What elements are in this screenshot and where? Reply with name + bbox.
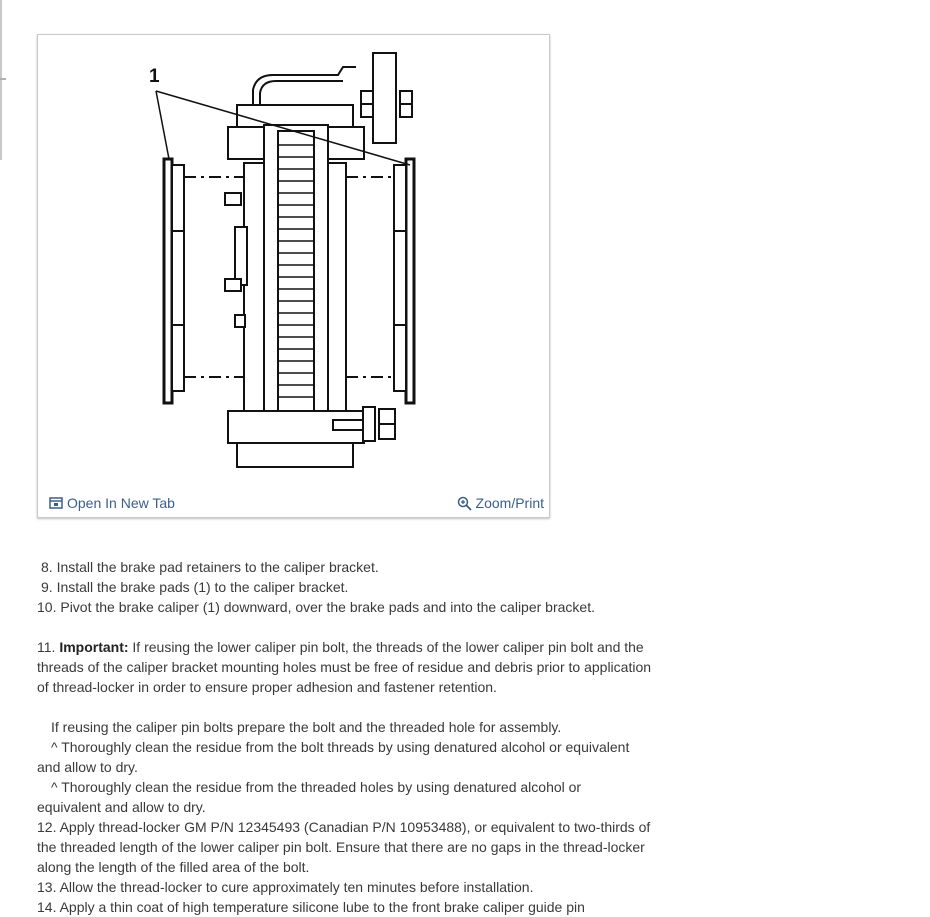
procedure-text bbox=[37, 557, 662, 917]
open-new-tab-icon bbox=[49, 497, 63, 509]
zoom-print-link[interactable] bbox=[457, 495, 544, 511]
step-13: 13. Allow the thread-locker to cure approximately ten minutes before installation. bbox=[37, 879, 534, 895]
important-label: Important: bbox=[59, 639, 129, 655]
step-8: 8. Install the brake pad retainers to the caliper bracket. bbox=[41, 559, 379, 575]
zoom-print-label: Zoom/Print bbox=[475, 495, 544, 511]
left-edge-tick bbox=[0, 78, 6, 80]
bullet-2-cont: equivalent and allow to dry. bbox=[37, 799, 206, 815]
bullet-1: ^ Thoroughly clean the residue from the bolt threads by using denatured alcohol or equivalent bbox=[51, 739, 630, 755]
spacer bbox=[37, 697, 662, 717]
step-11-number: 11. bbox=[37, 639, 60, 655]
step-11 bbox=[37, 637, 662, 697]
zoom-in-icon bbox=[457, 496, 472, 511]
brake-caliper-diagram bbox=[38, 35, 551, 495]
step-9: 9. Install the brake pads (1) to the caliper bracket. bbox=[41, 579, 349, 595]
bullet-2: ^ Thoroughly clean the residue from the threaded holes by using denatured alcohol or bbox=[51, 779, 582, 795]
step-10: 10. Pivot the brake caliper (1) downward, over the brake pads and into the caliper bracket. bbox=[37, 599, 595, 615]
spacer bbox=[37, 617, 662, 637]
step-14: 14. Apply a thin coat of high temperature silicone lube to the front brake caliper guide pin bbox=[37, 899, 585, 915]
open-in-new-tab-label: Open In New Tab bbox=[67, 495, 175, 511]
step-12: 12. Apply thread-locker GM P/N 12345493 (Canadian P/N 10953488), or equivalent to two-thirds of the threaded length of the lower caliper pin bolt. Ensure that there are no gaps in the thread-locker along the length of the filled area of the bolt. bbox=[37, 819, 651, 875]
open-in-new-tab-link[interactable] bbox=[49, 495, 175, 511]
callout-number-1: 1 bbox=[149, 66, 160, 87]
step-11-text: If reusing the lower caliper pin bolt, the threads of the lower caliper pin bolt and the threads of the caliper bracket mounting holes must be free of residue and debris prior to application of thread-locker in order to ensure proper adhesion and fastener retention. bbox=[37, 639, 652, 695]
prep-intro: If reusing the caliper pin bolts prepare the bolt and the threaded hole for assembly. bbox=[51, 719, 562, 735]
bullet-1-cont: and allow to dry. bbox=[37, 759, 138, 775]
figure-panel bbox=[37, 34, 550, 518]
left-scroll-edge bbox=[0, 0, 2, 160]
